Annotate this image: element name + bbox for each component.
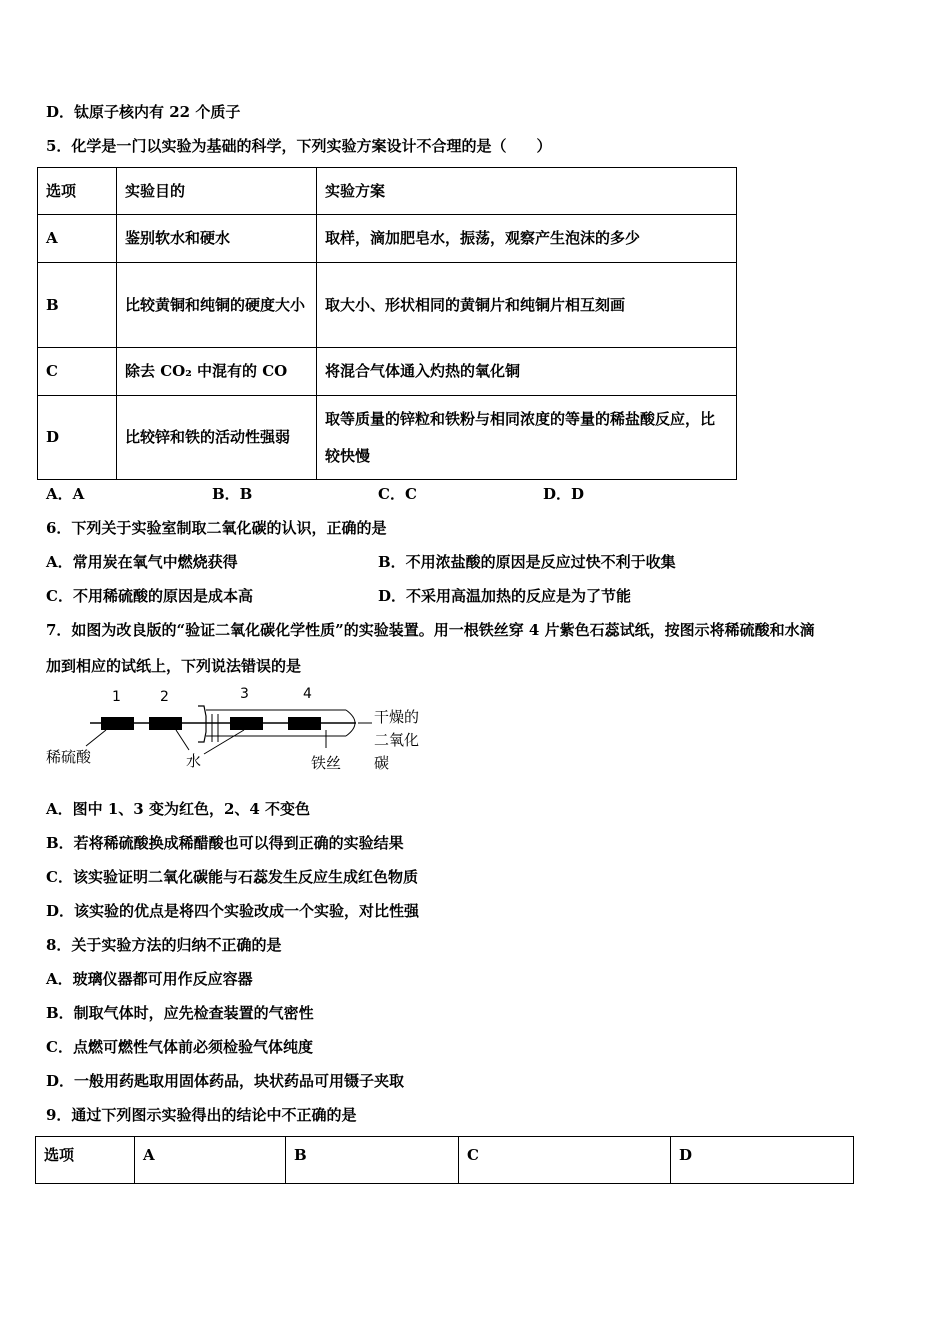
q8-option-a: A．玻璃仪器都可用作反应容器 [46, 970, 253, 988]
q5-header-plan: 实验方案 [317, 168, 737, 215]
q5-row-option: C [38, 348, 117, 396]
stopper [198, 706, 206, 742]
q6-option-b: B．不用浓盐酸的原因是反应过快不利于收集 [378, 553, 676, 571]
q5-table [37, 167, 737, 480]
q7-stem-line2: 加到相应的试纸上，下列说法错误的是 [46, 657, 302, 675]
q6-option-c: C．不用稀硫酸的原因是成本高 [46, 587, 253, 605]
q7-stem-line1: 7．如图为改良版的“验证二氧化碳化学性质”的实验装置。用一根铁丝穿 4 片紫色石蕊试纸，按图示将稀硫酸和水滴 [46, 621, 815, 639]
q9-header-c: C [459, 1137, 671, 1184]
litmus-paper-3 [230, 717, 263, 730]
q9-header-b: B [286, 1137, 459, 1184]
q7-option-c: C．该实验证明二氧化碳能与石蕊发生反应生成红色物质 [46, 868, 418, 886]
label-dry-co2-2: 二氧化 [374, 731, 420, 749]
q5-row-plan: 取等质量的锌粒和铁粉与相同浓度的等量的稀盐酸反应，比较快慢 [317, 396, 737, 480]
table-row [38, 263, 737, 348]
q6-stem: 6．下列关于实验室制取二氧化碳的认识，正确的是 [46, 519, 387, 537]
q5-row-plan: 取样，滴加肥皂水，振荡，观察产生泡沫的多少 [317, 215, 737, 263]
table-row [38, 396, 737, 480]
q9-header-option: 选项 [36, 1137, 135, 1184]
q5-answer-b: B．B [212, 485, 253, 503]
label-dry-co2-3: 碳 [374, 754, 390, 772]
q5-stem: 5．化学是一门以实验为基础的科学，下列实验方案设计不合理的是（ ） [46, 137, 552, 155]
acid-pointer [86, 730, 106, 746]
litmus-paper-1 [101, 717, 134, 730]
table-row [38, 348, 737, 396]
q5-row-purpose: 鉴别软水和硬水 [117, 215, 317, 263]
q8-option-c: C．点燃可燃性气体前必须检验气体纯度 [46, 1038, 313, 1056]
label-number-2: 2 [160, 689, 169, 705]
q9-table [35, 1136, 854, 1184]
label-number-3: 3 [240, 686, 249, 702]
water-pointer-2 [204, 730, 244, 754]
q5-row-purpose: 比较黄铜和纯铜的硬度大小 [117, 263, 317, 348]
label-water: 水 [186, 752, 202, 770]
q9-header-a: A [135, 1137, 286, 1184]
q5-row-plan: 取大小、形状相同的黄铜片和纯铜片相互刻画 [317, 263, 737, 348]
label-number-1: 1 [112, 689, 121, 705]
q5-row-option: D [38, 396, 117, 480]
q5-row-purpose: 除去 CO₂ 中混有的 CO [117, 348, 317, 396]
q5-row-option: B [38, 263, 117, 348]
q7-option-a: A．图中 1、3 变为红色，2、4 不变色 [46, 800, 311, 818]
litmus-paper-4 [288, 717, 321, 730]
q5-row-plan: 将混合气体通入灼热的氧化铜 [317, 348, 737, 396]
q9-header-d: D [671, 1137, 854, 1184]
litmus-paper-2 [149, 717, 182, 730]
label-iron-wire: 铁丝 [311, 754, 342, 772]
q5-row-purpose: 比较锌和铁的活动性强弱 [117, 396, 317, 480]
q5-header-purpose: 实验目的 [117, 168, 317, 215]
experiment-diagram [46, 686, 436, 776]
water-pointer-1 [176, 730, 189, 750]
q8-option-d: D．一般用药匙取用固体药品，块状药品可用镊子夹取 [46, 1072, 405, 1090]
table-row [38, 215, 737, 263]
q4-option-d: D．钛原子核内有 22 个质子 [46, 103, 241, 121]
q5-answer-d: D．D [543, 485, 585, 503]
label-number-4: 4 [303, 686, 312, 702]
q8-stem: 8．关于实验方法的归纳不正确的是 [46, 936, 282, 954]
label-dilute-sulfuric-acid: 稀硫酸 [46, 748, 92, 766]
q9-stem: 9．通过下列图示实验得出的结论中不正确的是 [46, 1106, 357, 1124]
q5-answer-c: C．C [378, 485, 417, 503]
q8-option-b: B．制取气体时，应先检查装置的气密性 [46, 1004, 314, 1022]
q5-answer-a: A．A [46, 485, 85, 503]
q6-option-a: A．常用炭在氧气中燃烧获得 [46, 553, 238, 571]
q5-header-option: 选项 [38, 168, 117, 215]
label-dry-co2-1: 干燥的 [374, 708, 420, 726]
q5-row-option: A [38, 215, 117, 263]
q7-option-d: D．该实验的优点是将四个实验改成一个实验，对比性强 [46, 902, 420, 920]
q6-option-d: D．不采用高温加热的反应是为了节能 [378, 587, 632, 605]
q7-option-b: B．若将稀硫酸换成稀醋酸也可以得到正确的实验结果 [46, 834, 404, 852]
